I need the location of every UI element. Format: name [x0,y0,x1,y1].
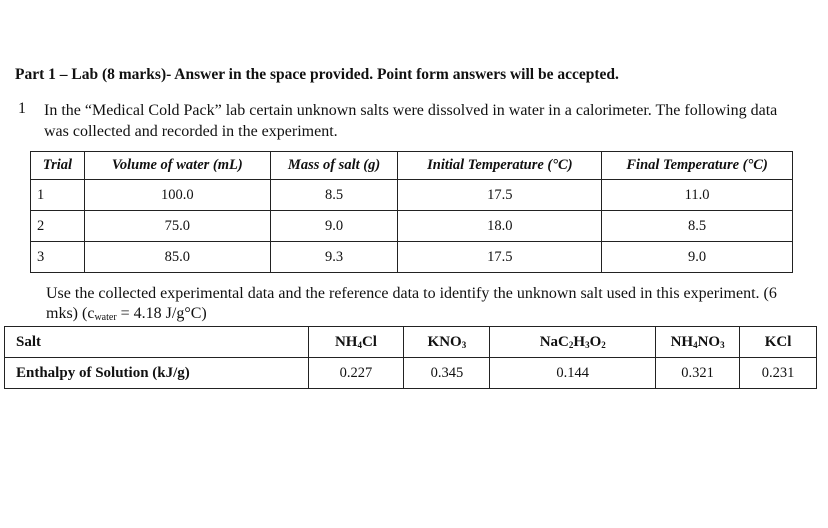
header-final-temp: Final Temperature (°C) [602,152,793,180]
table-header-row [31,152,793,180]
question-number: 1 [18,100,26,117]
cell-mass: 9.0 [270,211,398,242]
salt-nh4cl: $NH_4Cl$ [308,327,404,358]
cell-trial: 1 [31,180,85,211]
instruction-subscript: water [94,312,117,323]
instruction-text [46,284,786,328]
cell-volume: 100.0 [84,180,270,211]
salt-row [5,327,817,358]
cell-initial-temp: 17.5 [398,180,602,211]
cell-volume: 75.0 [84,211,270,242]
enthalpy-nh4no3: 0.321 [656,358,740,389]
table-row [31,180,793,211]
reference-table [4,326,817,389]
experiment-data-table [30,151,793,273]
header-initial-temp: Initial Temperature (°C) [398,152,602,180]
cell-volume: 85.0 [84,242,270,273]
cell-initial-temp: 18.0 [398,211,602,242]
instruction-constant: = 4.18 J/g°C) [116,305,207,322]
salt-kno3: $KNO_3$ [404,327,490,358]
enthalpy-nh4cl: 0.227 [308,358,404,389]
enthalpy-nac2h3o2: 0.144 [490,358,656,389]
table-row [31,211,793,242]
salt-nh4no3: $NH_4NO_3$ [656,327,740,358]
cell-trial: 3 [31,242,85,273]
cell-mass: 9.3 [270,242,398,273]
question-text: In the “Medical Cold Pack” lab certain unknown salts were dissolved in water in a calorimeter. The following data was collected and recorded in the experiment. [44,102,778,140]
instruction-main: Use the collected experimental data and the reference data to identify the unknown salt used in this experiment. (6 mks) (c [46,285,777,322]
table-row [31,242,793,273]
cell-final-temp: 8.5 [602,211,793,242]
cell-final-temp: 11.0 [602,180,793,211]
enthalpy-kno3: 0.345 [404,358,490,389]
header-trial: Trial [31,152,85,180]
salt-kcl: KCl [740,327,817,358]
enthalpy-kcl: 0.231 [740,358,817,389]
cell-initial-temp: 17.5 [398,242,602,273]
cell-mass: 8.5 [270,180,398,211]
cell-final-temp: 9.0 [602,242,793,273]
header-mass: Mass of salt (g) [270,152,398,180]
part-heading: Part 1 – Lab (8 marks)- Answer in the space provided. Point form answers will be accepted. [15,66,619,83]
enthalpy-row [5,358,817,389]
salt-label: Salt [5,327,309,358]
salt-nac2h3o2: $NaC_2H_3O_2$ [490,327,656,358]
header-volume: Volume of water (mL) [84,152,270,180]
cell-trial: 2 [31,211,85,242]
enthalpy-label: Enthalpy of Solution (kJ/g) [5,358,309,389]
